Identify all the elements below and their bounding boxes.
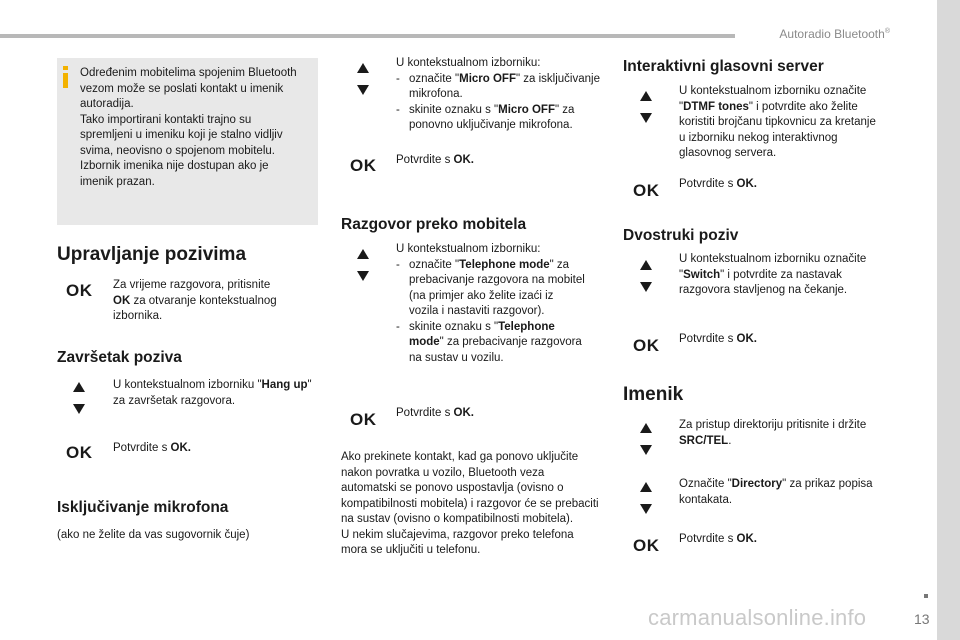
page-header-title: Autoradio Bluetooth® [779,27,890,41]
end-call-text: U kontekstualnom izborniku "Hang up" za završetak razgovora. [113,379,312,407]
confirm-ok-text: Potvrdite s OK. [679,533,757,545]
page-edge-bar [937,0,960,640]
double-call-text: U kontekstualnom izborniku označite "Switch" i potvrdite za nastavak razgovora stavljenog na čekanje. [679,253,867,296]
confirm-ok-text: Potvrdite s OK. [113,442,191,454]
info-text: Određenim mobitelima spojenim Bluetooth vezom može se poslati kontakt u imenik autoradija. Tako importirani kontakti trajno su spremljeni u imeniku koji je stalno vidljiv svima, neovisno o spojenom mobitelu. Izbornik imenika nije dostupan ako je imenik prazan. [80,67,297,188]
section-title-end-call: Završetak poziva [57,349,182,366]
call-management-text: Za vrijeme razgovora, pritisnite OK za otvaranje kontekstualnog izbornika. [113,279,277,322]
ok-icon: OK [66,443,93,462]
ok-icon: OK [66,281,93,300]
page-bullet [924,594,928,598]
confirm-ok-text: Potvrdite s OK. [679,333,757,345]
ok-icon: OK [633,181,660,200]
mute-mic-note: (ako ne želite da vas sugovornik čuje) [57,529,250,541]
confirm-ok-text: Potvrdite s OK. [396,407,474,419]
header-rule [0,34,735,38]
section-title-phonebook: Imenik [623,384,684,405]
section-title-phone-talk: Razgovor preko mobitela [341,216,527,233]
mic-instructions: U kontekstualnom izborniku: - označite "Micro OFF" za isključivanje mikrofona. - skinite oznaku s "Micro OFF" za ponovno uključivanje mikrofona. [396,56,601,134]
info-icon [63,66,68,88]
info-box [57,58,318,225]
ok-icon: OK [350,410,377,429]
ok-icon: OK [633,536,660,555]
section-title-double-call: Dvostruki poziv [623,227,739,244]
phonebook-access-text: Za pristup direktoriju pritisnite i držite SRC/TEL. [679,419,867,447]
phone-mode-instructions: U kontekstualnom izborniku: - označite "Telephone mode" za prebacivanje razgovora na mobitel (na primjer ako želite izaći iz vozila i nastaviti razgovor). - skinite oznaku s "Telephone mode" za prebacivanje razgovora na sustav u vozilu. [396,242,586,366]
section-title-mute-mic: Isključivanje mikrofona [57,499,229,516]
directory-text: Označite "Directory" za prikaz popisa kontakata. [679,478,873,506]
confirm-ok-text: Potvrdite s OK. [679,178,757,190]
ivr-text: U kontekstualnom izborniku označite "DTMF tones" i potvrdite ako želite koristiti brojčanu tipkovnicu za kretanje u izborniku nekog interaktivnog glasovnog servera. [679,85,876,159]
section-title-call-management: Upravljanje pozivima [57,244,247,265]
ok-icon: OK [350,156,377,175]
section-title-ivr: Interaktivni glasovni server [623,58,824,75]
ok-icon: OK [633,336,660,355]
confirm-ok-text: Potvrdite s OK. [396,154,474,166]
reconnect-note: Ako prekinete kontakt, kad ga ponovo uključite nakon povratka u vozilo, Bluetooth veza automatski se ponovo uspostavlja (ovisno o kompatibilnosti mobitela) i razgovor će se prebaciti na sustav (ovisno o kompatibilnosti mobitela). U nekim slučajevima, razgovor preko telefona mora se uključiti u telefonu. [341,451,599,556]
watermark: carmanualsonline.info [648,605,867,630]
page-number: 13 [914,611,930,627]
